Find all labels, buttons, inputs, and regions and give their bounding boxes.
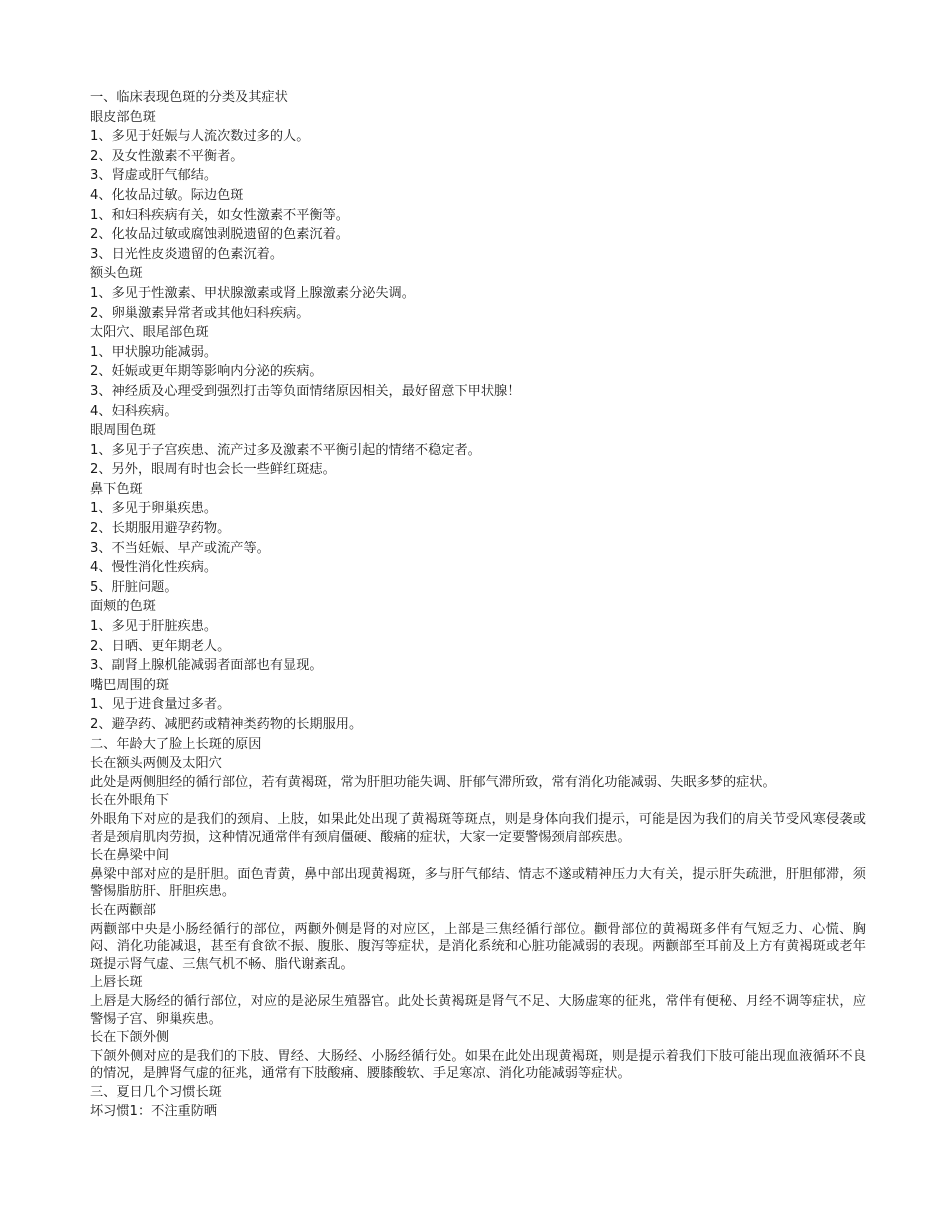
text-line: 2、避孕药、减肥药或精神类药物的长期服用。 (90, 717, 363, 732)
text-line: 1、多见于肝脏疾患。 (90, 619, 218, 635)
paragraph: 下颌外侧对应的是我们的下肢、胃经、大肠经、小肠经循行处。如果在此处出现黄褐斑，则是提示着我们下肢可能出现血液循环不良的情况，是脾肾气虚的征兆，通常有下肢酸痛、腰膝酸软、手足寒凉、消化功能减弱等症状。 (90, 1048, 866, 1082)
text-line: 长在外眼角下 (90, 793, 170, 809)
text-line: 嘴巴周围的斑 (90, 677, 170, 693)
text-line: 眼周围色斑 (90, 423, 156, 439)
text-line: 2、卵巢激素异常者或其他妇科疾病。 (90, 305, 310, 321)
text-line: 3、肾虚或肝气郁结。 (90, 168, 218, 184)
text-line: 一、临床表现色斑的分类及其症状 (90, 90, 288, 105)
text-line: 三、夏日几个习惯长斑 (90, 1084, 222, 1100)
text-line: 3、副肾上腺机能减弱者面部也有显现。 (90, 658, 323, 674)
paragraph: 鼻梁中部对应的是肝胆。面色青黄，鼻中部出现黄褐斑，多与肝气郁结、情志不遂或精神压力大有关，提示肝失疏泄，肝胆郁滞，须警惕脂肪肝、肝胆疾患。 (90, 866, 866, 900)
text-line: 2、化妆品过敏或腐蚀剥脱遗留的色素沉着。 (90, 227, 349, 243)
text-line: 长在鼻梁中间 (90, 848, 170, 864)
text-line: 2、日晒、更年期老人。 (90, 638, 231, 654)
text-line: 太阳穴、眼尾部色斑 (90, 325, 209, 341)
text-line: 1、多见于卵巢疾患。 (90, 501, 218, 517)
text-line: 眼皮部色斑 (90, 109, 156, 125)
text-line: 5、肝脏问题。 (90, 579, 178, 595)
text-line: 上唇长斑 (90, 975, 143, 991)
text-line: 长在下颌外侧 (90, 1030, 170, 1046)
paragraph: 上唇是大肠经的循行部位，对应的是泌尿生殖器官。此处长黄褐斑是肾气不足、大肠虚寒的征兆，常伴有便秘、月经不调等症状，应警惕子宫、卵巢疾患。 (90, 993, 866, 1027)
text-line: 2、长期服用避孕药物。 (90, 521, 231, 537)
text-line: 3、日光性皮炎遗留的色素沉着。 (90, 246, 284, 262)
text-line: 3、不当妊娠、早产或流产等。 (90, 540, 270, 556)
paragraph: 外眼角下对应的是我们的颈肩、上肢，如果此处出现了黄褐斑等斑点，则是身体向我们提示，可能是因为我们的肩关节受风寒侵袭或者是颈肩肌肉劳损，这种情况通常伴有颈肩僵硬、酸痛的症状，大家一定要警惕颈肩部疾患。 (90, 811, 866, 845)
text-line: 1、甲状腺功能减弱。 (90, 344, 218, 360)
text-line: 4、化妆品过敏。际边色斑 (90, 187, 244, 203)
paragraph: 此处是两侧胆经的循行部位，若有黄褐斑，常为肝胆功能失调、肝郁气滞所致，常有消化功能减弱、失眠多梦的症状。 (90, 774, 776, 790)
text-line: 1、多见于妊娠与人流次数过多的人。 (90, 129, 310, 145)
text-line: 2、另外，眼周有时也会长一些鲜红斑痣。 (90, 462, 336, 478)
text-line: 1、多见于子宫疾患、流产过多及激素不平衡引起的情绪不稳定者。 (90, 442, 481, 458)
text-line: 长在两颧部 (90, 902, 156, 918)
text-line: 1、见于进食量过多者。 (90, 697, 231, 713)
text-line: 面颊的色斑 (90, 599, 156, 615)
text-line: 2、及女性激素不平衡者。 (90, 148, 244, 164)
text-line: 额头色斑 (90, 266, 143, 282)
text-line: 长在额头两侧及太阳穴 (90, 756, 222, 772)
text-line: 1、和妇科疾病有关，如女性激素不平衡等。 (90, 207, 349, 223)
text-line: 3、神经质及心理受到强烈打击等负面情绪原因相关，最好留意下甲状腺！ (90, 383, 521, 399)
text-line: 鼻下色斑 (90, 481, 143, 497)
text-line: 2、妊娠或更年期等影响内分泌的疾病。 (90, 364, 323, 380)
paragraph: 两颧部中央是小肠经循行的部位，两颧外侧是肾的对应区，上部是三焦经循行部位。颧骨部位的黄褐斑多伴有气短乏力、心慌、胸闷、消化功能减退，甚至有食欲不振、腹胀、腹泻等症状，是消化系统和心脏功能减弱的表现。两颧部至耳前及上方有黄褐斑或老年斑提示肾气虚、三焦气机不畅、脂代谢紊乱。 (90, 921, 866, 972)
document-body (90, 88, 866, 1122)
text-line: 坏习惯1：不注重防晒 (90, 1104, 218, 1120)
text-line: 4、妇科疾病。 (90, 403, 178, 419)
text-line: 二、年龄大了脸上长斑的原因 (90, 736, 262, 752)
text-line: 1、多见于性激素、甲状腺激素或肾上腺激素分泌失调。 (90, 285, 415, 301)
text-line: 4、慢性消化性疾病。 (90, 560, 218, 576)
